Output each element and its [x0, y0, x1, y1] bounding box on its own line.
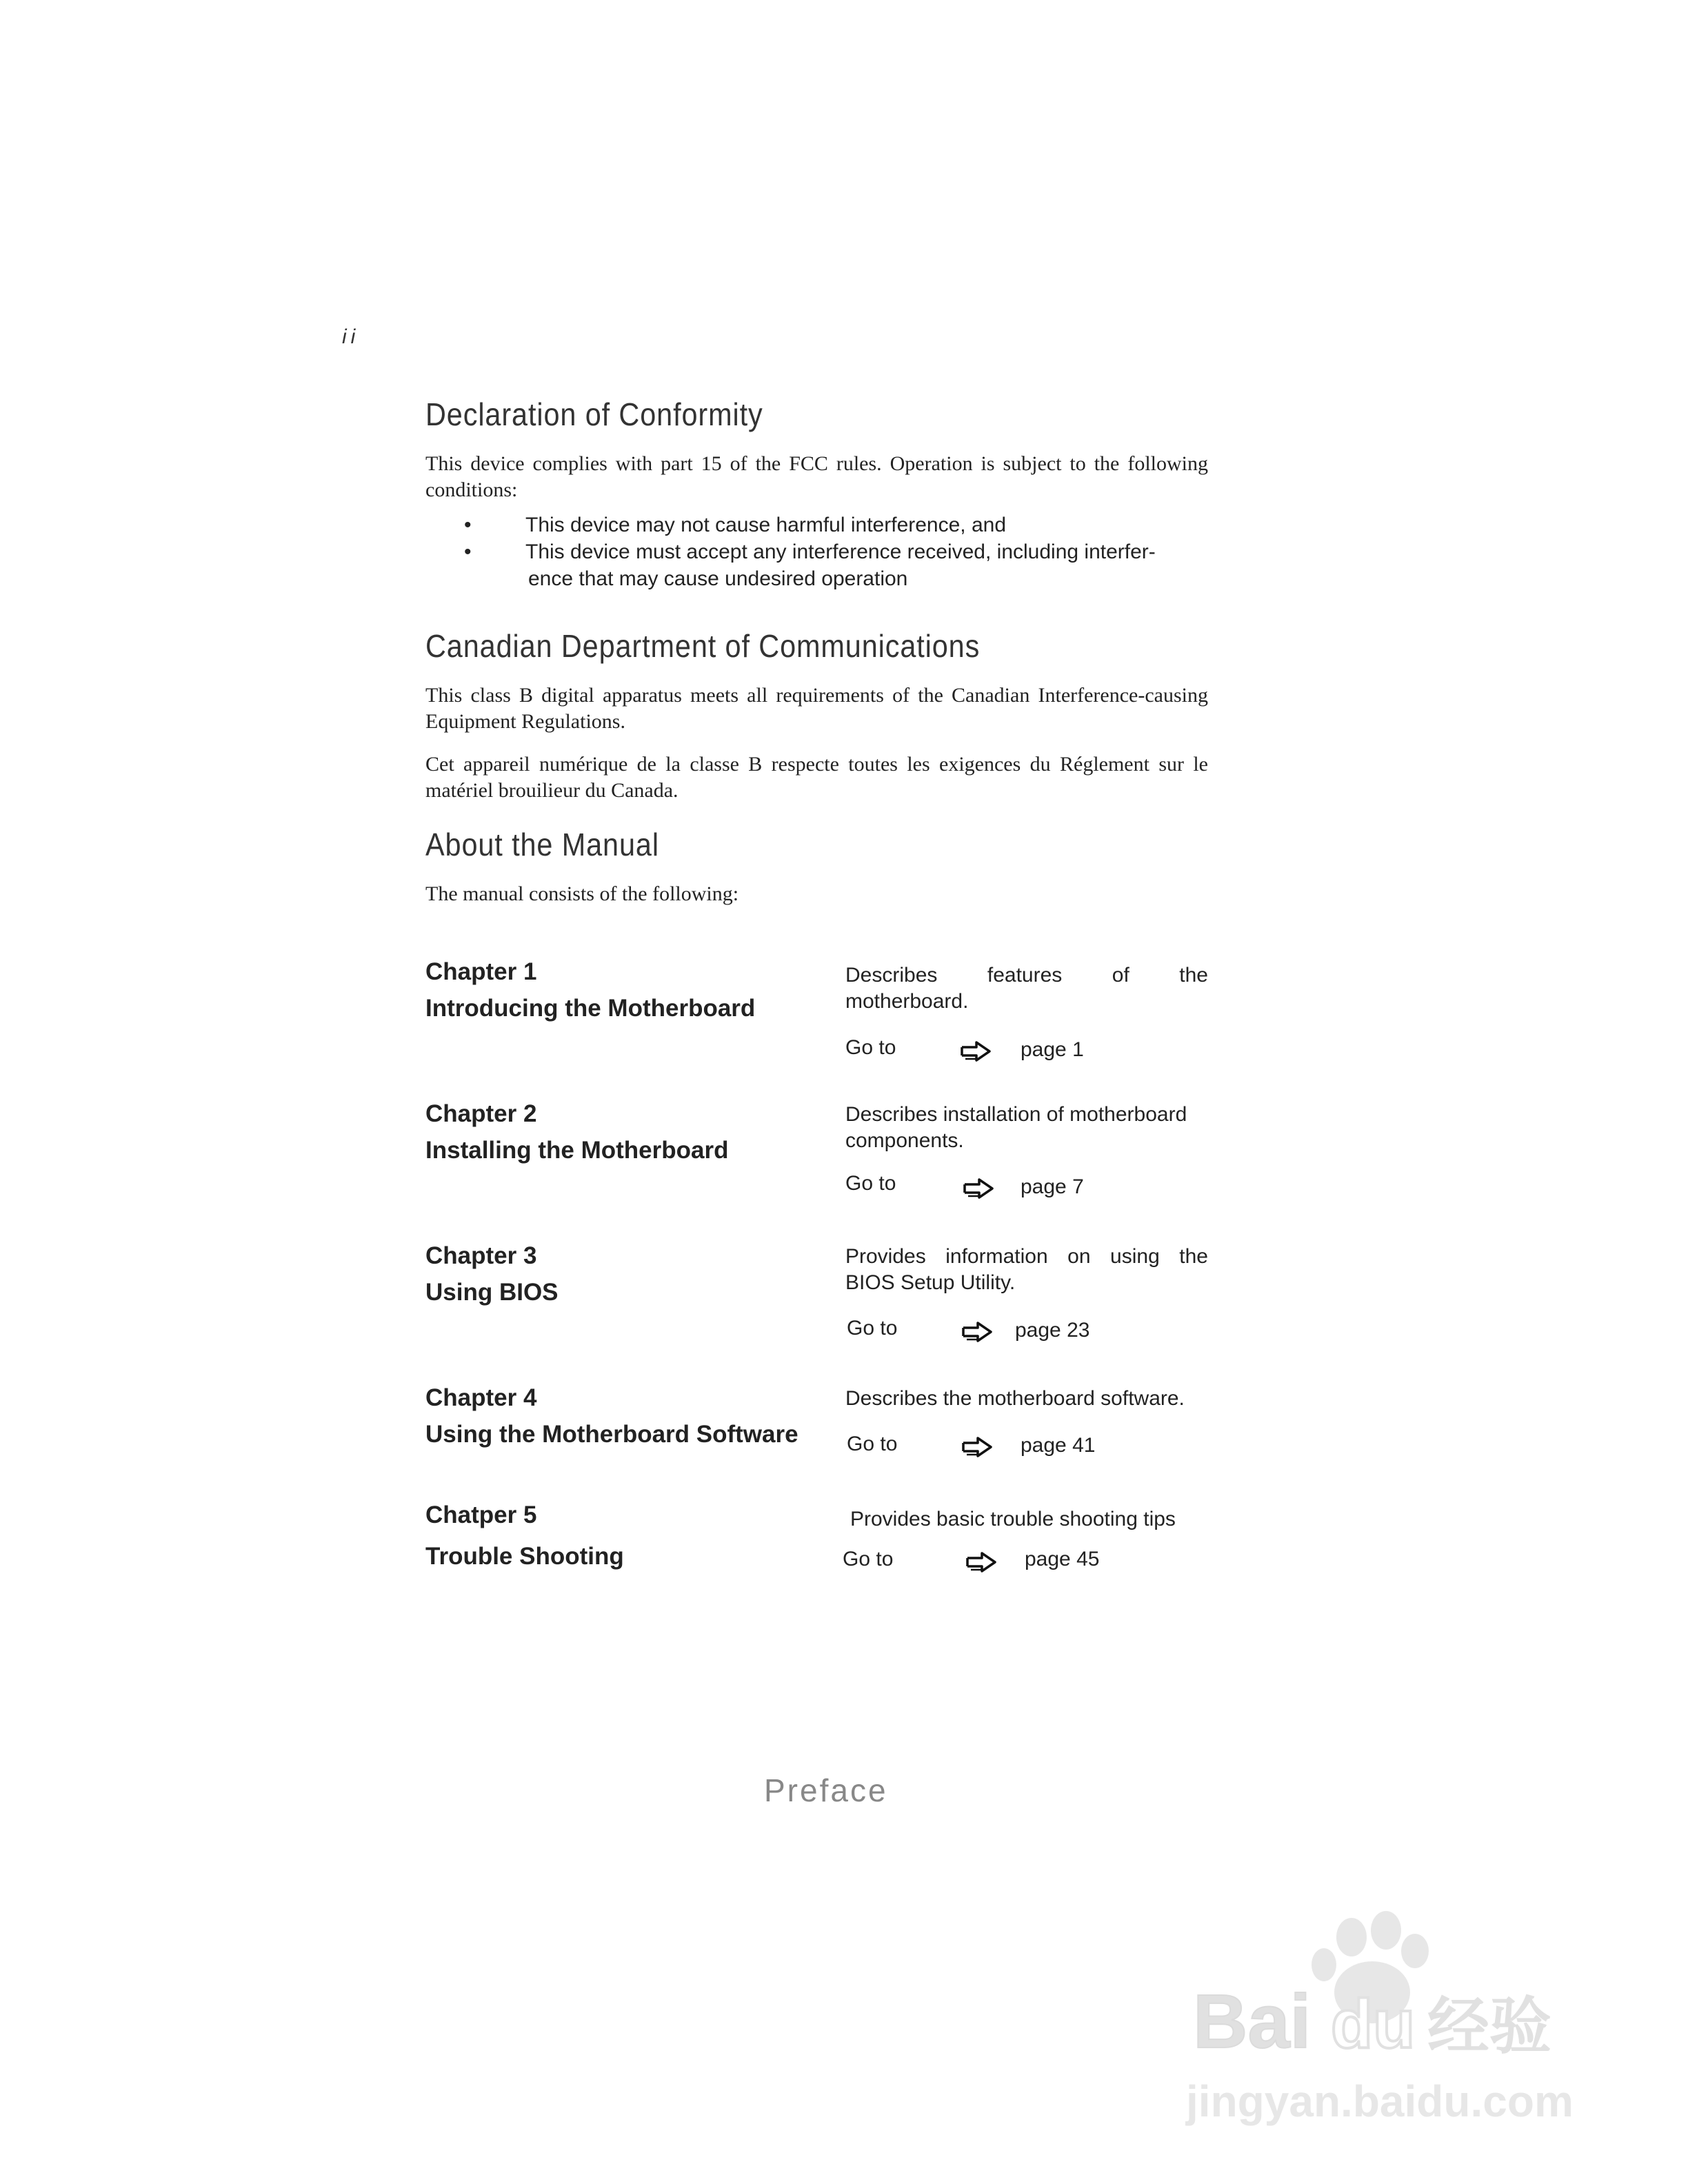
right-arrow-icon: [963, 1177, 994, 1200]
chapter-1-page-link[interactable]: page 1: [1021, 1038, 1084, 1061]
chapter-1-label: Chapter 1: [425, 958, 537, 985]
bullet-dot-icon: •: [464, 540, 472, 563]
chapter-3-label: Chapter 3: [425, 1242, 537, 1269]
bullet-item: • This device may not cause harmful interference, and: [425, 512, 1208, 538]
chapter-5-goto: Go to: [843, 1548, 894, 1570]
conformity-intro: This device complies with part 15 of the FCC rules. Operation is subject to the following conditions:: [425, 452, 1208, 501]
svg-text:du: du: [1331, 1985, 1416, 2063]
manual-intro: The manual consists of the following:: [425, 882, 739, 905]
right-arrow-icon: [965, 1551, 997, 1573]
baidu-watermark-logo: [1172, 1910, 1586, 2130]
chapter-4-goto: Go to: [847, 1433, 898, 1455]
right-arrow-icon: [961, 1436, 993, 1458]
heading-conformity: Declaration of Conformity: [425, 396, 763, 432]
page-number: ii: [342, 325, 360, 348]
conformity-bullets: [425, 512, 1208, 592]
right-arrow-icon: [960, 1040, 992, 1062]
footer-preface: Preface: [764, 1772, 888, 1808]
svg-text:经验: 经验: [1427, 1990, 1551, 2063]
heading-manual: About the Manual: [425, 827, 659, 862]
chapter-3-title: Using BIOS: [425, 1279, 559, 1306]
heading-canadian: Canadian Department of Communications: [425, 628, 981, 664]
chapter-1-title: Introducing the Motherboard: [425, 995, 756, 1022]
chapter-2-title: Installing the Motherboard: [425, 1137, 729, 1164]
chapter-3-goto: Go to: [847, 1317, 898, 1339]
chapter-4-desc: Describes the motherboard software.: [845, 1387, 1185, 1410]
bullet-dot-icon: •: [464, 514, 472, 536]
chapter-4-title: Using the Motherboard Software: [425, 1421, 798, 1448]
bullet-item: • This device must accept any interference received, including interfer- ence that may cause undesired operation: [425, 538, 1208, 592]
chapter-1-desc: Describes features of the motherboard.: [845, 964, 1208, 1013]
chapter-5-desc: Provides basic trouble shooting tips: [850, 1508, 1176, 1530]
chapter-4-page-link[interactable]: page 41: [1021, 1434, 1096, 1457]
chapter-3-page-link[interactable]: page 23: [1015, 1319, 1090, 1342]
canadian-para-en: This class B digital apparatus meets all requirements of the Canadian Interference-causing Equipment Regulations.: [425, 684, 1208, 733]
chapter-5-title: Trouble Shooting: [425, 1543, 624, 1570]
chapter-2-desc: Describes installation of motherboard components.: [845, 1103, 1187, 1152]
chapter-3-desc: Provides information on using the BIOS Setup Utility.: [845, 1245, 1208, 1294]
svg-text:jingyan.baidu.com: jingyan.baidu.com: [1186, 2076, 1574, 2126]
chapter-5-page-link[interactable]: page 45: [1025, 1548, 1100, 1570]
svg-text:Bai: Bai: [1193, 1979, 1312, 2064]
chapter-2-label: Chapter 2: [425, 1100, 537, 1127]
chapter-4-label: Chapter 4: [425, 1384, 537, 1411]
chapter-2-goto: Go to: [845, 1172, 896, 1195]
chapter-2-page-link[interactable]: page 7: [1021, 1175, 1084, 1198]
chapter-5-label: Chatper 5: [425, 1502, 537, 1528]
right-arrow-icon: [961, 1321, 993, 1343]
chapter-1-goto: Go to: [845, 1036, 896, 1059]
canadian-para-fr: Cet appareil numérique de la classe B respecte toutes les exigences du Réglement sur le matériel brouilieur du Canada.: [425, 753, 1208, 802]
